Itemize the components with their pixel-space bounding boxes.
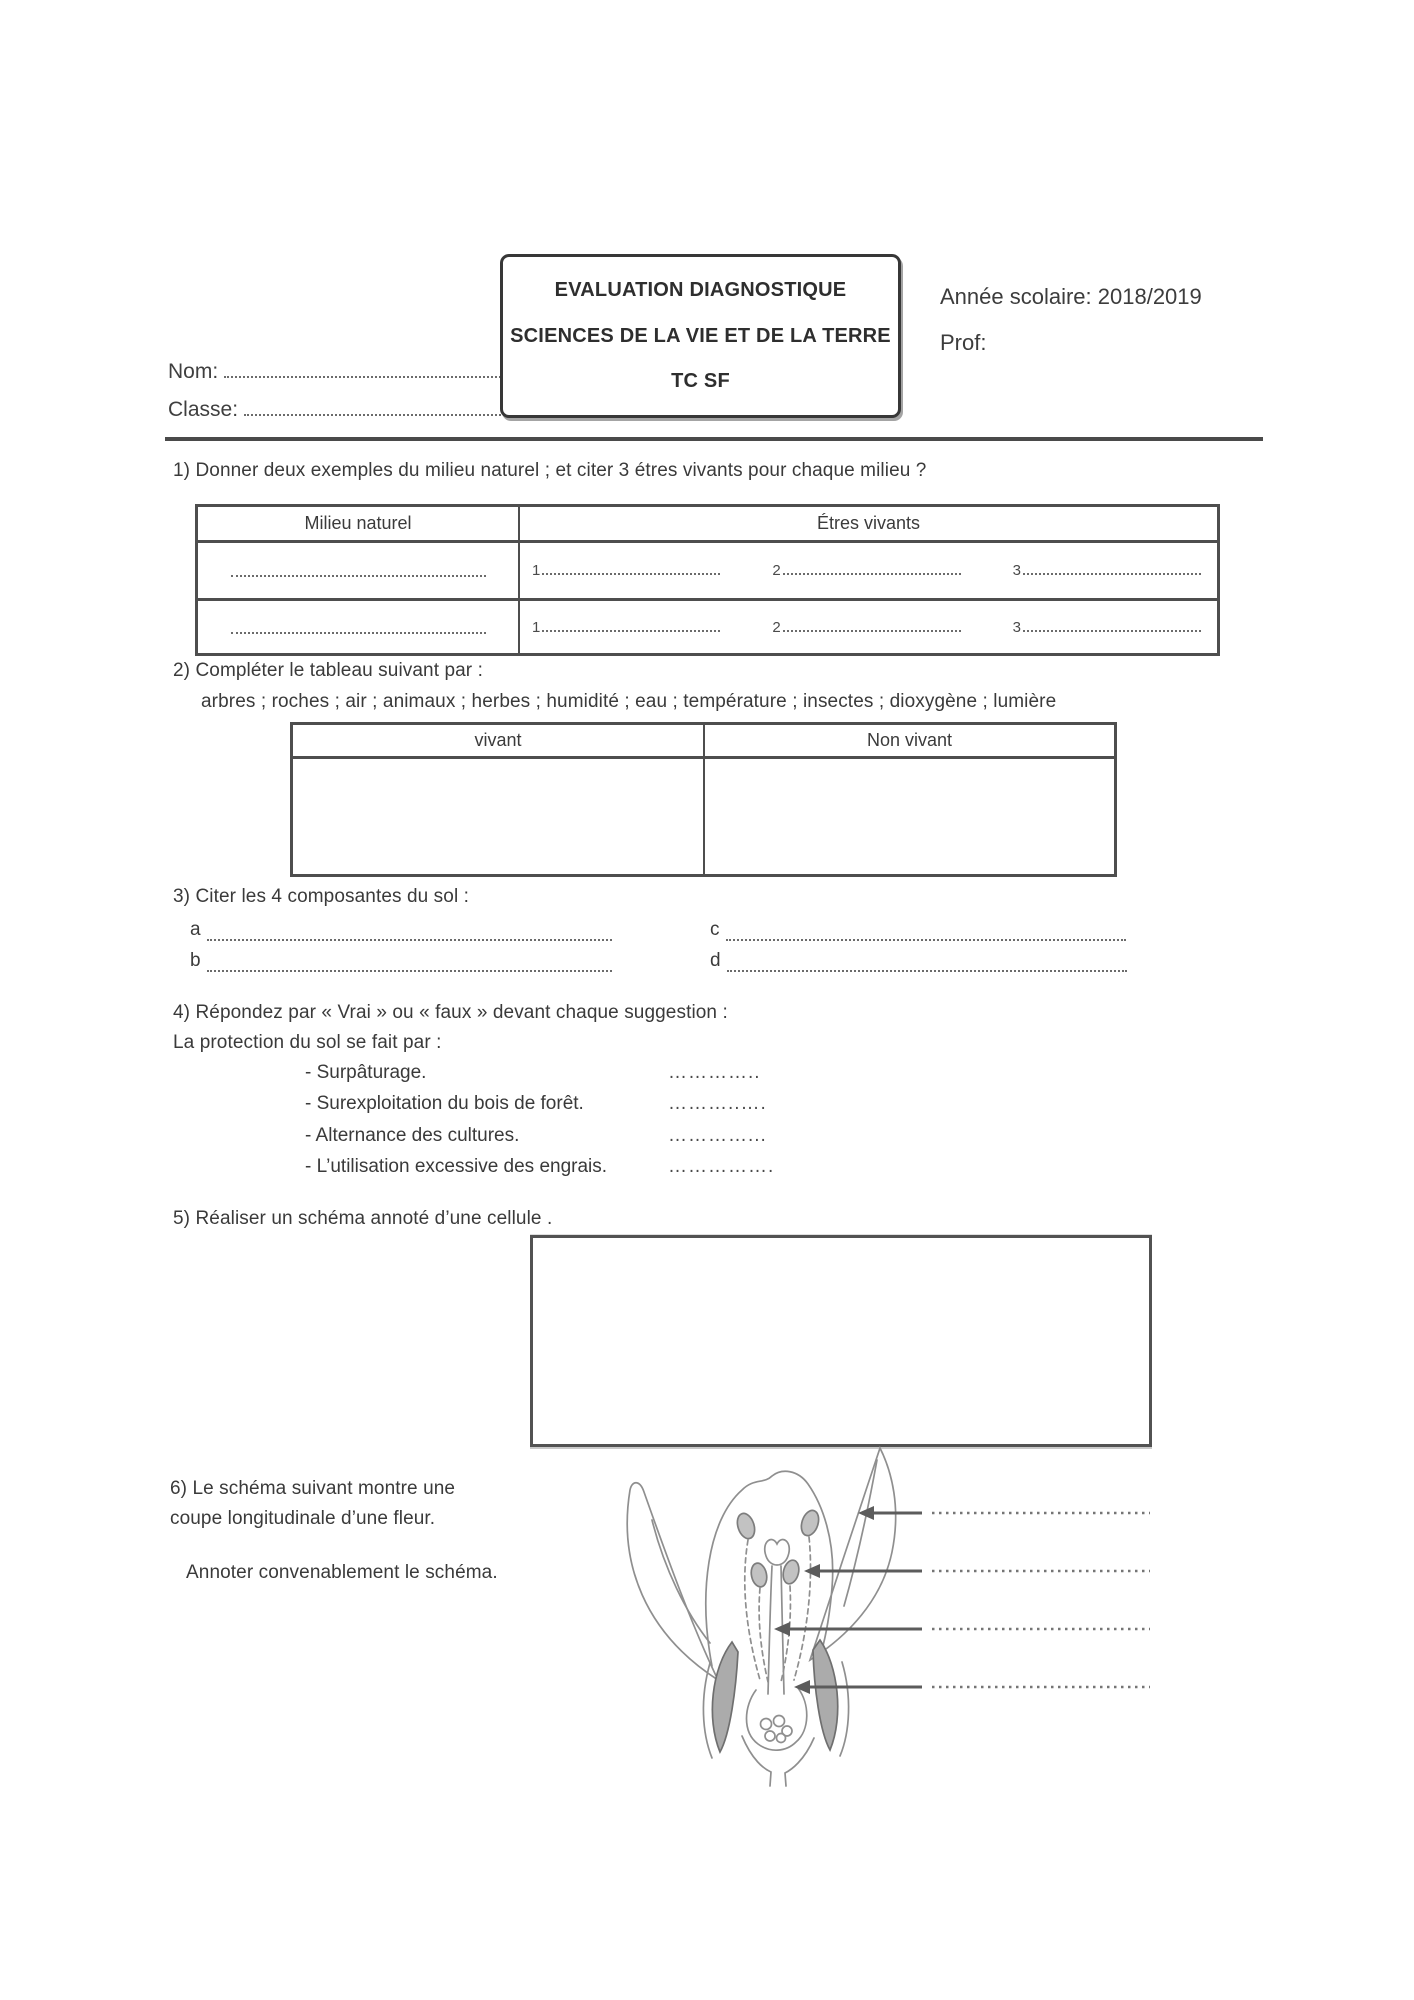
blank-line — [542, 566, 720, 575]
anther — [749, 1562, 769, 1589]
q5-drawing-box — [530, 1235, 1152, 1447]
q6-prompt-line2: coupe longitudinale d’une fleur. — [170, 1508, 436, 1529]
nom-label: Nom: — [168, 360, 219, 383]
q3-item-b — [190, 950, 612, 972]
filament — [745, 1540, 760, 1680]
q4-item-4: - L’utilisation excessive des engrais. — [305, 1156, 608, 1177]
nom-field — [168, 360, 516, 384]
q2-prompt: 2) Compléter le tableau suivant par : — [173, 660, 483, 681]
q1-table-row — [198, 543, 1217, 598]
stigma — [765, 1540, 790, 1565]
classe-label: Classe: — [168, 398, 239, 421]
q1-row1-milieu-cell — [198, 543, 520, 598]
item-number: 1 — [532, 618, 541, 636]
q1-row2-milieu-cell — [198, 601, 520, 653]
q3-item-a — [190, 919, 612, 941]
right-sepal-outer-line — [840, 1662, 849, 1756]
anther — [798, 1508, 821, 1538]
q1-table-row — [198, 598, 1217, 653]
blank-line — [783, 566, 961, 575]
q3-item-d — [710, 950, 1127, 972]
q3-label-a: a — [190, 919, 201, 940]
q2-non-vivant-cell — [705, 759, 1114, 874]
q3-label-c: c — [710, 919, 720, 940]
nom-blank-line — [224, 365, 516, 378]
blank-line — [727, 961, 1127, 972]
prof-label: Prof: — [940, 330, 987, 355]
ovule — [761, 1719, 772, 1730]
q1-row2-item2 — [772, 601, 960, 653]
q2-col1-header: vivant — [293, 725, 705, 756]
q4-intro: La protection du sol se fait par : — [173, 1032, 442, 1053]
title-box — [500, 254, 901, 418]
q4-answer-blank-1: ………….. — [668, 1062, 761, 1083]
title-line-1: EVALUATION DIAGNOSTIQUE — [554, 279, 847, 302]
q1-row1-item1 — [532, 543, 720, 598]
classe-blank-line — [244, 403, 532, 416]
q4-item-3: - Alternance des cultures. — [305, 1125, 520, 1146]
blank-line — [207, 961, 612, 972]
header-divider — [165, 437, 1263, 441]
q3-prompt: 3) Citer les 4 composantes du sol : — [173, 886, 470, 907]
item-number: 3 — [1012, 562, 1021, 579]
blank-line — [231, 564, 486, 577]
q1-table — [195, 504, 1220, 656]
q1-row2-item3 — [1013, 601, 1201, 653]
blank-line — [726, 930, 1126, 941]
ovule — [765, 1731, 775, 1741]
q1-col1-header: Milieu naturel — [198, 507, 520, 540]
q3-item-c — [710, 919, 1126, 941]
q5-prompt: 5) Réaliser un schéma annoté d’une cellule . — [173, 1208, 553, 1229]
item-number: 2 — [772, 618, 781, 636]
q2-word-bank: arbres ; roches ; air ; animaux ; herbes ; humidité ; eau ; température ; insectes ; dioxygène ; lumière — [201, 691, 1057, 712]
style-left-line — [768, 1566, 772, 1694]
left-sepal — [712, 1642, 738, 1752]
q6-prompt-line1: 6) Le schéma suivant montre une — [170, 1478, 456, 1499]
filament — [794, 1537, 811, 1680]
ovule — [774, 1716, 785, 1727]
blank-line — [783, 623, 961, 632]
q4-answer-blank-2: ………..…. — [668, 1093, 767, 1114]
blank-line — [207, 930, 612, 941]
blank-line — [1023, 566, 1201, 575]
school-year-label: Année scolaire: 2018/2019 — [940, 284, 1202, 309]
q3-label-d: d — [710, 950, 721, 971]
q4-prompt: 4) Répondez par « Vrai » ou « faux » devant chaque suggestion : — [173, 1002, 728, 1023]
right-petal-fold — [844, 1460, 877, 1606]
q1-col2-header: Étres vivants — [816, 513, 921, 533]
q2-table-body — [293, 759, 1114, 874]
q2-table-header-row — [293, 725, 1114, 759]
item-number: 3 — [1012, 618, 1021, 636]
q1-row2-item1 — [532, 601, 720, 653]
classe-field — [168, 398, 532, 422]
q4-answer-blank-4: ……………. — [668, 1156, 775, 1177]
receptacle-right — [785, 1738, 814, 1786]
q2-table — [290, 722, 1117, 877]
blank-line — [231, 621, 486, 634]
title-line-3: TC SF — [671, 369, 730, 392]
q4-answer-blank-3: …………... — [668, 1125, 767, 1146]
q2-col2-header: Non vivant — [866, 730, 953, 750]
q3-label-b: b — [190, 950, 201, 971]
q2-vivant-cell — [293, 759, 705, 874]
filament — [759, 1588, 768, 1682]
arrowhead-stamen — [804, 1564, 820, 1578]
left-sepal-outer-line — [703, 1663, 712, 1758]
q6-instruction: Annoter convenablement le schéma. — [186, 1562, 498, 1583]
item-number: 2 — [772, 562, 781, 579]
arrowhead-ovary — [794, 1680, 810, 1694]
blank-line — [542, 623, 720, 632]
q1-row1-item3 — [1013, 543, 1201, 598]
q1-row1-etres-cell — [520, 543, 1217, 598]
q1-table-header-row — [198, 507, 1217, 543]
q4-item-1: - Surpâturage. — [305, 1062, 427, 1083]
item-number: 1 — [532, 562, 541, 579]
title-line-2: SCIENCES DE LA VIE ET DE LA TERRE — [510, 324, 891, 347]
ovule — [777, 1734, 786, 1743]
right-sepal — [813, 1640, 838, 1750]
q4-item-2: - Surexploitation du bois de forêt. — [305, 1093, 584, 1114]
blank-line — [1023, 623, 1201, 632]
anther — [734, 1511, 757, 1541]
q1-row1-item2 — [772, 543, 960, 598]
flower-cross-section-diagram — [560, 1428, 1160, 1788]
q1-prompt: 1) Donner deux exemples du milieu naturel ; et citer 3 étres vivants pour chaque milieu ? — [173, 460, 927, 481]
q1-row2-etres-cell — [520, 601, 1217, 653]
